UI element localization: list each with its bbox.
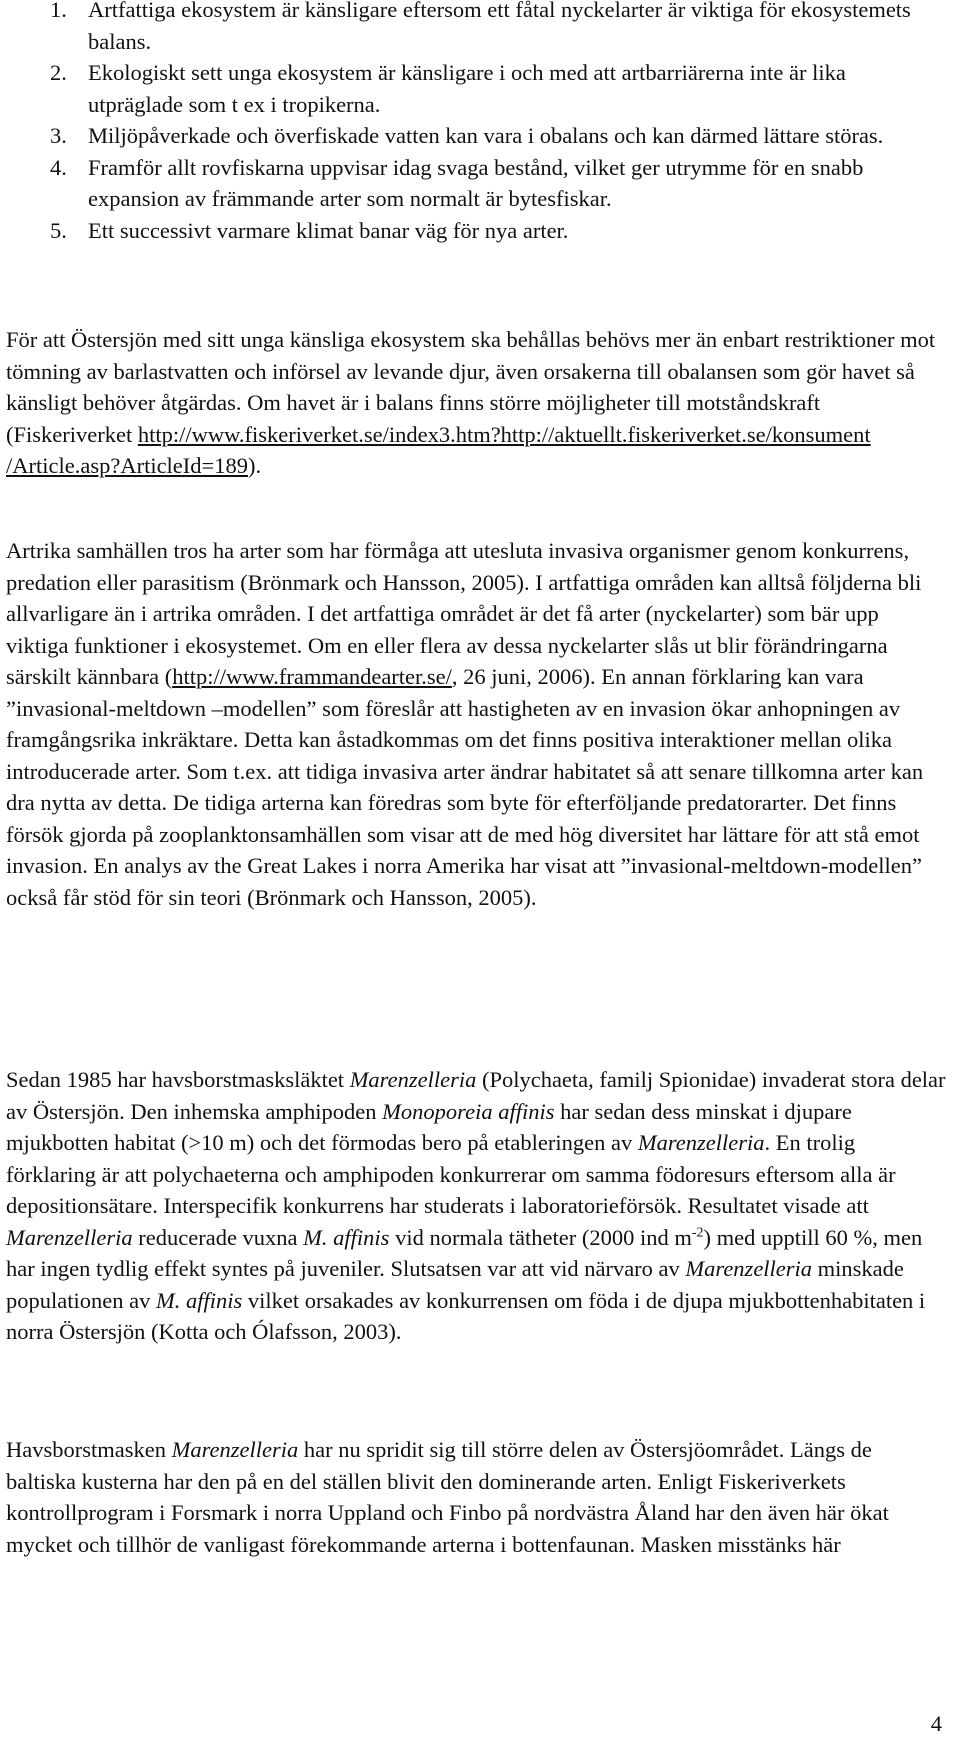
species-name: M. affinis: [303, 1224, 390, 1250]
text-run: (Polychaeta, familj Spionidae) invaderat stora delar av Östersjön. Den inhemska amphipoden: [6, 1067, 946, 1124]
list-text: Framför allt rovfiskarna uppvisar idag svaga bestånd, vilket ger utrymme för en snabb expansion av främmande arter som normalt är bytesfiskar.: [88, 154, 864, 211]
species-name: M. affinis: [155, 1287, 243, 1313]
list-number: 4.: [50, 154, 67, 180]
text-run: vilket orsakades av konkurrensen om föda i de djupa mjukbottenhabitaten i norra Östersjön (Kotta och Ólafsson, 2003).: [6, 1287, 926, 1344]
list-item: [6, 0, 946, 57]
text-run: Sedan 1985 har havsborstmasksläktet: [6, 1067, 350, 1092]
paragraph-text: Artrika samhällen tros ha arter som har förmåga att utesluta invasiva organismer genom konkurrens, predation eller parasitism (Brönmark och Hansson, 2005). I artfattiga områden kan alltså följderna bli allvarligare än i artrika områden. I det artfattiga området är det få arter (nyckelarter) som bär upp viktiga funktioner i ekosystemet. Om en eller flera av dessa nyckelarter slås ut blir förändringarna särskilt kännbara (: [6, 538, 922, 689]
list-number: 1.: [50, 0, 67, 22]
species-name: Monoporeia affinis: [382, 1098, 555, 1124]
text-run: Havsborstmasken: [6, 1437, 172, 1462]
numbered-list: [6, 0, 946, 246]
paragraph-artrika: [6, 535, 946, 913]
paragraph-ostersjon: [6, 324, 946, 482]
list-number: 2.: [50, 60, 67, 85]
text-run: . En trolig förklaring är att polychaeterna och amphipoden konkurrerar om samma födoresurs eftersom alla är depositionsätare. Interspecifik konkurrens har studerats i laboratorieförsök. Resultatet visade att: [6, 1130, 896, 1218]
list-item: [6, 215, 946, 247]
paragraph-havsborstmasken: [6, 1434, 946, 1560]
list-text: Ett successivt varmare klimat banar väg för nya arter.: [88, 217, 569, 243]
link-fiskeriverket[interactable]: http://www.fiskeriverket.se/index3.htm?http://aktuellt.fiskeriverket.se/konsument: [137, 421, 871, 447]
list-item: [6, 120, 946, 152]
link-frammandearter[interactable]: http://www.frammandearter.se/: [172, 664, 452, 689]
text-run: minskade populationen av: [6, 1256, 904, 1313]
paragraph-text: För att Östersjön med sitt unga känsliga ekosystem ska behållas behövs mer än enbart restriktioner mot tömning av barlastvatten och införsel av levande djur, även orsakerna till obalansen som gör havet så känsligt behöver åtgärdas. Om havet är i balans finns större möjligheter till motståndskraft (Fiskeriverket: [6, 327, 936, 447]
list-text: Artfattiga ekosystem är känsligare eftersom ett fåtal nyckelarter är viktiga för ekosystemets balans.: [88, 0, 911, 54]
species-name: Marenzelleria: [685, 1256, 813, 1281]
species-name: Marenzelleria: [637, 1130, 765, 1155]
list-item: [6, 152, 946, 215]
species-name: Marenzelleria: [171, 1437, 299, 1462]
list-number: 5.: [50, 217, 67, 243]
text-run: reducerade vuxna: [132, 1224, 304, 1250]
page-number: 4: [930, 1711, 942, 1736]
species-name: Marenzelleria: [6, 1224, 133, 1250]
text-run: har nu spridit sig till större delen av Östersjöområdet. Längs de baltiska kusterna har den på en del ställen blivit den dominerande arten. Enligt Fiskeriverkets kontrollprogram i Forsmark i norra Uppland och Finbo på nordvästra Åland har den även här ökat mycket och tillhör de vanligast förekommande arterna i bottenfaunan. Masken misstänks här: [6, 1437, 889, 1557]
species-name: Marenzelleria: [349, 1067, 477, 1092]
text-run: har sedan dess minskat i djupare mjukbotten habitat (>10 m) och det förmodas bero på etableringen av: [6, 1098, 852, 1155]
paragraph-marenzelleria: [6, 1064, 946, 1348]
link-article[interactable]: /Article.asp?ArticleId=189: [6, 453, 248, 478]
list-item: [6, 57, 946, 120]
paragraph-text: , 26 juni, 2006). En annan förklaring kan vara ”invasional-meltdown –modellen” som föreslår att hastigheten av en invasion ökar anhopningen av framgångsrika inkräktare. Detta kan åstadkommas om det finns positiva interaktioner mellan olika introducerade arter. Som t.ex. att tidiga invasiva arter ändrar habitatet så att senare tillkomna arter kan dra nytta av detta. De tidiga arterna kan föredras som byte för efterföljande predatorarter. Det finns försök gjorda på zooplanktonsamhällen som visar att de med hög diversitet har lättare för att stå emot invasion. En analys av the Great Lakes i norra Amerika har visat att ”invasional-meltdown-modellen” också får stöd för sin teori (Brönmark och Hansson, 2005).: [6, 664, 924, 910]
paragraph-text: ).: [247, 453, 262, 478]
list-text: Miljöpåverkade och överfiskade vatten kan vara i obalans och kan därmed lättare störas.: [88, 123, 884, 148]
list-number: 3.: [50, 123, 67, 148]
text-run: vid normala tätheter (2000 ind m: [389, 1224, 692, 1250]
text-run: ) med upptill 60 %, men har ingen tydlig effekt syntes på juveniler. Slutsatsen var att vid närvaro av: [6, 1224, 923, 1281]
list-text: Ekologiskt sett unga ekosystem är känsligare i och med att artbarriärerna inte är lika utpräglade som t ex i tropikerna.: [88, 60, 846, 117]
superscript: -2: [691, 1225, 704, 1240]
